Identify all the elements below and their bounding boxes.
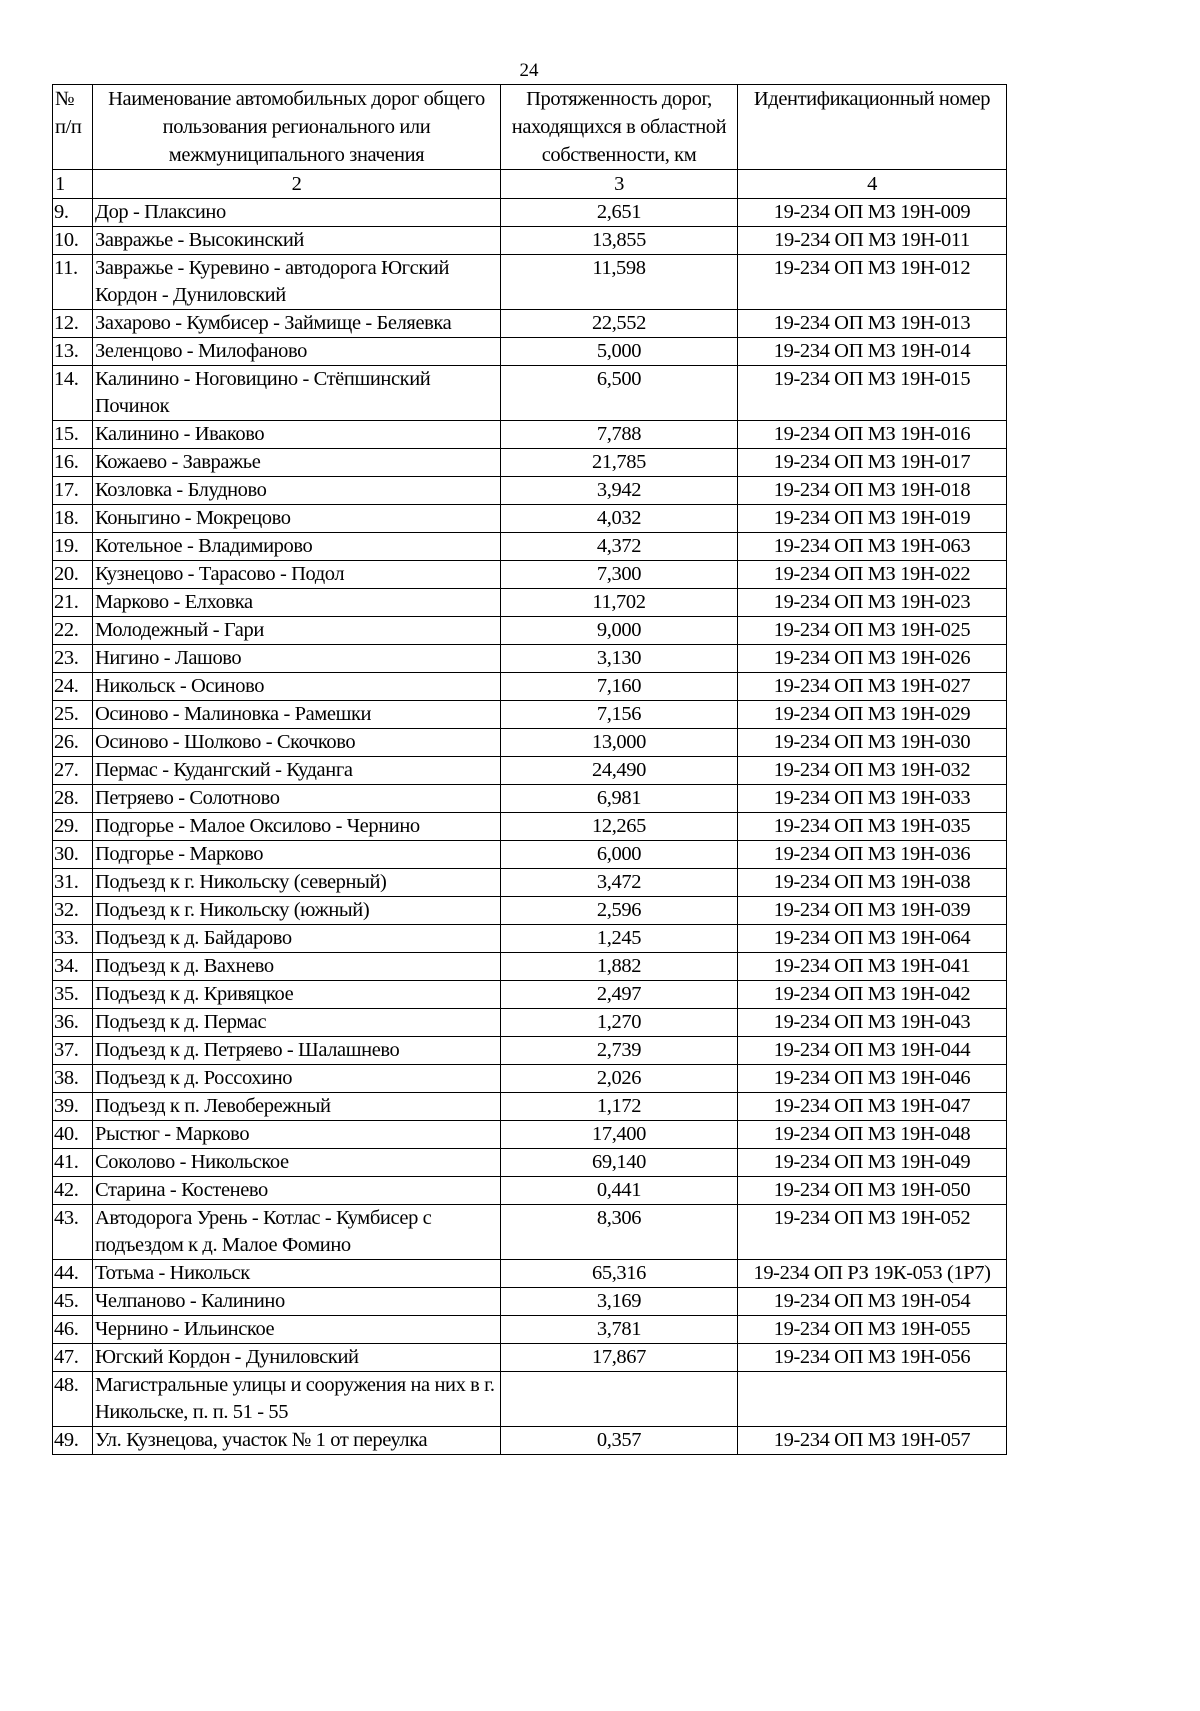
- road-name: Коныгино - Мокрецово: [93, 505, 501, 533]
- road-length: 3,472: [501, 869, 738, 897]
- road-identification-number: 19-234 ОП МЗ 19Н-026: [738, 645, 1007, 673]
- table-row: [53, 841, 1007, 869]
- road-length: 6,500: [501, 366, 738, 421]
- table-row: [53, 366, 1007, 421]
- road-length: 0,357: [501, 1427, 738, 1455]
- road-identification-number: 19-234 ОП МЗ 19Н-032: [738, 757, 1007, 785]
- row-number: 11.: [53, 255, 93, 310]
- table-row: [53, 1009, 1007, 1037]
- road-identification-number: 19-234 ОП МЗ 19Н-064: [738, 925, 1007, 953]
- row-number: 17.: [53, 477, 93, 505]
- row-number: 31.: [53, 869, 93, 897]
- row-number: 34.: [53, 953, 93, 981]
- row-number: 39.: [53, 1093, 93, 1121]
- table-row: [53, 1177, 1007, 1205]
- road-identification-number: 19-234 ОП МЗ 19Н-018: [738, 477, 1007, 505]
- column-number: 2: [93, 170, 501, 199]
- table-row: [53, 617, 1007, 645]
- road-length: 3,781: [501, 1316, 738, 1344]
- row-number: 19.: [53, 533, 93, 561]
- road-length: 69,140: [501, 1149, 738, 1177]
- column-number: 3: [501, 170, 738, 199]
- table-row: [53, 813, 1007, 841]
- road-identification-number: 19-234 ОП МЗ 19Н-057: [738, 1427, 1007, 1455]
- road-name: Автодорога Урень - Котлас - Кумбисер с подъездом к д. Малое Фомино: [93, 1205, 501, 1260]
- row-number: 37.: [53, 1037, 93, 1065]
- road-length: 4,372: [501, 533, 738, 561]
- table-row: [53, 673, 1007, 701]
- road-identification-number: 19-234 ОП МЗ 19Н-039: [738, 897, 1007, 925]
- row-number: 36.: [53, 1009, 93, 1037]
- road-length: 7,156: [501, 701, 738, 729]
- road-identification-number: 19-234 ОП МЗ 19Н-017: [738, 449, 1007, 477]
- road-identification-number: 19-234 ОП МЗ 19Н-049: [738, 1149, 1007, 1177]
- road-name: Петряево - Солотново: [93, 785, 501, 813]
- road-length: 6,000: [501, 841, 738, 869]
- table-row: [53, 477, 1007, 505]
- road-identification-number: 19-234 ОП МЗ 19Н-046: [738, 1065, 1007, 1093]
- road-name: Кузнецово - Тарасово - Подол: [93, 561, 501, 589]
- row-number: 12.: [53, 310, 93, 338]
- road-name: Котельное - Владимирово: [93, 533, 501, 561]
- road-length: 11,598: [501, 255, 738, 310]
- road-identification-number: 19-234 ОП МЗ 19Н-041: [738, 953, 1007, 981]
- road-length: 7,160: [501, 673, 738, 701]
- table-row: [53, 897, 1007, 925]
- road-identification-number: 19-234 ОП МЗ 19Н-014: [738, 338, 1007, 366]
- road-length: 12,265: [501, 813, 738, 841]
- road-identification-number: 19-234 ОП МЗ 19Н-038: [738, 869, 1007, 897]
- road-length: 8,306: [501, 1205, 738, 1260]
- road-identification-number: [738, 1372, 1007, 1427]
- road-length: 9,000: [501, 617, 738, 645]
- road-name: Осиново - Шолково - Скочково: [93, 729, 501, 757]
- road-name: Ул. Кузнецова, участок № 1 от переулка: [93, 1427, 501, 1455]
- row-number: 18.: [53, 505, 93, 533]
- roads-table: [52, 84, 1007, 1455]
- road-length: [501, 1372, 738, 1427]
- row-number: 49.: [53, 1427, 93, 1455]
- table-row: [53, 645, 1007, 673]
- row-number: 43.: [53, 1205, 93, 1260]
- table-row: [53, 869, 1007, 897]
- row-number: 46.: [53, 1316, 93, 1344]
- road-length: 1,270: [501, 1009, 738, 1037]
- road-identification-number: 19-234 ОП МЗ 19Н-033: [738, 785, 1007, 813]
- table-row: [53, 701, 1007, 729]
- table-row: [53, 953, 1007, 981]
- row-number: 25.: [53, 701, 93, 729]
- road-identification-number: 19-234 ОП МЗ 19Н-047: [738, 1093, 1007, 1121]
- road-identification-number: 19-234 ОП МЗ 19Н-043: [738, 1009, 1007, 1037]
- row-number: 33.: [53, 925, 93, 953]
- table-row: [53, 1344, 1007, 1372]
- road-identification-number: 19-234 ОП МЗ 19Н-012: [738, 255, 1007, 310]
- table-row: [53, 981, 1007, 1009]
- row-number: 23.: [53, 645, 93, 673]
- row-number: 16.: [53, 449, 93, 477]
- road-identification-number: 19-234 ОП МЗ 19Н-050: [738, 1177, 1007, 1205]
- road-length: 2,596: [501, 897, 738, 925]
- road-length: 2,497: [501, 981, 738, 1009]
- table-row: [53, 729, 1007, 757]
- road-identification-number: 19-234 ОП РЗ 19К-053 (1Р7): [738, 1260, 1007, 1288]
- road-length: 1,245: [501, 925, 738, 953]
- road-name: Нигино - Лашово: [93, 645, 501, 673]
- road-name: Молодежный - Гари: [93, 617, 501, 645]
- road-name: Калинино - Иваково: [93, 421, 501, 449]
- row-number: 30.: [53, 841, 93, 869]
- road-length: 2,026: [501, 1065, 738, 1093]
- table-row: [53, 1121, 1007, 1149]
- row-number: 41.: [53, 1149, 93, 1177]
- road-name: Подъезд к д. Байдарово: [93, 925, 501, 953]
- road-identification-number: 19-234 ОП МЗ 19Н-016: [738, 421, 1007, 449]
- road-name: Челпаново - Калинино: [93, 1288, 501, 1316]
- road-length: 1,882: [501, 953, 738, 981]
- road-name: Зеленцово - Милофаново: [93, 338, 501, 366]
- table-row: [53, 1288, 1007, 1316]
- road-length: 4,032: [501, 505, 738, 533]
- road-name: Подъезд к д. Петряево - Шалашнево: [93, 1037, 501, 1065]
- row-number: 48.: [53, 1372, 93, 1427]
- road-length: 7,300: [501, 561, 738, 589]
- road-identification-number: 19-234 ОП МЗ 19Н-052: [738, 1205, 1007, 1260]
- road-identification-number: 19-234 ОП МЗ 19Н-042: [738, 981, 1007, 1009]
- road-length: 13,000: [501, 729, 738, 757]
- header-length: Протяженность дорог, находящихся в областной собственности, км: [501, 85, 738, 170]
- row-number: 20.: [53, 561, 93, 589]
- road-identification-number: 19-234 ОП МЗ 19Н-063: [738, 533, 1007, 561]
- column-number: 4: [738, 170, 1007, 199]
- road-length: 22,552: [501, 310, 738, 338]
- row-number: 28.: [53, 785, 93, 813]
- page-number: 24: [519, 60, 539, 81]
- road-length: 5,000: [501, 338, 738, 366]
- row-number: 44.: [53, 1260, 93, 1288]
- road-identification-number: 19-234 ОП МЗ 19Н-011: [738, 227, 1007, 255]
- road-name: Подъезд к д. Вахнево: [93, 953, 501, 981]
- road-length: 17,400: [501, 1121, 738, 1149]
- road-name: Подъезд к д. Россохино: [93, 1065, 501, 1093]
- table-row: [53, 785, 1007, 813]
- table-row: [53, 1093, 1007, 1121]
- road-identification-number: 19-234 ОП МЗ 19Н-036: [738, 841, 1007, 869]
- road-length: 3,130: [501, 645, 738, 673]
- header-identification-number: Идентификационный номер: [738, 85, 1007, 170]
- road-name: Осиново - Малиновка - Рамешки: [93, 701, 501, 729]
- road-name: Дор - Плаксино: [93, 199, 501, 227]
- header-number: № п/п: [53, 85, 93, 170]
- table-row: [53, 589, 1007, 617]
- road-identification-number: 19-234 ОП МЗ 19Н-044: [738, 1037, 1007, 1065]
- road-length: 3,169: [501, 1288, 738, 1316]
- road-name: Захарово - Кумбисер - Займище - Беляевка: [93, 310, 501, 338]
- road-identification-number: 19-234 ОП МЗ 19Н-009: [738, 199, 1007, 227]
- table-row: [53, 310, 1007, 338]
- row-number: 40.: [53, 1121, 93, 1149]
- road-name: Подъезд к д. Кривяцкое: [93, 981, 501, 1009]
- row-number: 21.: [53, 589, 93, 617]
- road-name: Подгорье - Малое Оксилово - Чернино: [93, 813, 501, 841]
- road-length: 0,441: [501, 1177, 738, 1205]
- row-number: 29.: [53, 813, 93, 841]
- row-number: 38.: [53, 1065, 93, 1093]
- road-identification-number: 19-234 ОП МЗ 19Н-029: [738, 701, 1007, 729]
- road-identification-number: 19-234 ОП МЗ 19Н-013: [738, 310, 1007, 338]
- table-row: [53, 338, 1007, 366]
- table-row: [53, 227, 1007, 255]
- row-number: 42.: [53, 1177, 93, 1205]
- road-length: 13,855: [501, 227, 738, 255]
- row-number: 24.: [53, 673, 93, 701]
- table-row: [53, 925, 1007, 953]
- table-row: [53, 1037, 1007, 1065]
- table-row: [53, 1205, 1007, 1260]
- table-row: [53, 561, 1007, 589]
- road-identification-number: 19-234 ОП МЗ 19Н-056: [738, 1344, 1007, 1372]
- road-name: Завражье - Высокинский: [93, 227, 501, 255]
- table-row: [53, 449, 1007, 477]
- row-number: 32.: [53, 897, 93, 925]
- road-name: Козловка - Блудново: [93, 477, 501, 505]
- road-identification-number: 19-234 ОП МЗ 19Н-022: [738, 561, 1007, 589]
- table-row: [53, 199, 1007, 227]
- road-identification-number: 19-234 ОП МЗ 19Н-055: [738, 1316, 1007, 1344]
- road-name: Подъезд к д. Пермас: [93, 1009, 501, 1037]
- road-identification-number: 19-234 ОП МЗ 19Н-030: [738, 729, 1007, 757]
- row-number: 47.: [53, 1344, 93, 1372]
- road-length: 21,785: [501, 449, 738, 477]
- road-length: 24,490: [501, 757, 738, 785]
- road-length: 2,739: [501, 1037, 738, 1065]
- road-identification-number: 19-234 ОП МЗ 19Н-019: [738, 505, 1007, 533]
- road-length: 6,981: [501, 785, 738, 813]
- table-row: [53, 533, 1007, 561]
- road-identification-number: 19-234 ОП МЗ 19Н-025: [738, 617, 1007, 645]
- road-name: Югский Кордон - Дуниловский: [93, 1344, 501, 1372]
- table-row: [53, 1260, 1007, 1288]
- road-identification-number: 19-234 ОП МЗ 19Н-015: [738, 366, 1007, 421]
- table-row: [53, 757, 1007, 785]
- road-name: Подъезд к г. Никольску (северный): [93, 869, 501, 897]
- row-number: 27.: [53, 757, 93, 785]
- row-number: 22.: [53, 617, 93, 645]
- road-name: Кожаево - Завражье: [93, 449, 501, 477]
- road-length: 17,867: [501, 1344, 738, 1372]
- table-row: [53, 255, 1007, 310]
- road-identification-number: 19-234 ОП МЗ 19Н-048: [738, 1121, 1007, 1149]
- row-number: 10.: [53, 227, 93, 255]
- road-name: Подгорье - Марково: [93, 841, 501, 869]
- table-row: [53, 1065, 1007, 1093]
- table-row: [53, 1149, 1007, 1177]
- road-name: Подъезд к г. Никольску (южный): [93, 897, 501, 925]
- road-name: Магистральные улицы и сооружения на них в г. Никольске, п. п. 51 - 55: [93, 1372, 501, 1427]
- road-name: Старина - Костенево: [93, 1177, 501, 1205]
- table-row: [53, 1316, 1007, 1344]
- road-name: Соколово - Никольское: [93, 1149, 501, 1177]
- row-number: 45.: [53, 1288, 93, 1316]
- road-name: Пермас - Кудангский - Куданга: [93, 757, 501, 785]
- road-name: Чернино - Ильинское: [93, 1316, 501, 1344]
- table-row: [53, 421, 1007, 449]
- column-number-row: [53, 170, 1007, 199]
- row-number: 13.: [53, 338, 93, 366]
- road-name: Тотьма - Никольск: [93, 1260, 501, 1288]
- road-identification-number: 19-234 ОП МЗ 19Н-035: [738, 813, 1007, 841]
- road-name: Марково - Елховка: [93, 589, 501, 617]
- row-number: 35.: [53, 981, 93, 1009]
- header-road-name: Наименование автомобильных дорог общего пользования регионального или межмуниципального значения: [93, 85, 501, 170]
- road-name: Рыстюг - Марково: [93, 1121, 501, 1149]
- road-identification-number: 19-234 ОП МЗ 19Н-054: [738, 1288, 1007, 1316]
- table-row: [53, 505, 1007, 533]
- road-identification-number: 19-234 ОП МЗ 19Н-027: [738, 673, 1007, 701]
- road-length: 2,651: [501, 199, 738, 227]
- row-number: 26.: [53, 729, 93, 757]
- road-name: Подъезд к п. Левобережный: [93, 1093, 501, 1121]
- table-row: [53, 1427, 1007, 1455]
- header-row: [53, 85, 1007, 170]
- row-number: 15.: [53, 421, 93, 449]
- table-row: [53, 1372, 1007, 1427]
- road-length: 3,942: [501, 477, 738, 505]
- row-number: 9.: [53, 199, 93, 227]
- road-name: Калинино - Ноговицино - Стёпшинский Починок: [93, 366, 501, 421]
- road-length: 11,702: [501, 589, 738, 617]
- column-number: 1: [53, 170, 93, 199]
- road-identification-number: 19-234 ОП МЗ 19Н-023: [738, 589, 1007, 617]
- road-length: 7,788: [501, 421, 738, 449]
- road-length: 1,172: [501, 1093, 738, 1121]
- road-length: 65,316: [501, 1260, 738, 1288]
- row-number: 14.: [53, 366, 93, 421]
- road-name: Завражье - Куревино - автодорога Югский Кордон - Дуниловский: [93, 255, 501, 310]
- road-name: Никольск - Осиново: [93, 673, 501, 701]
